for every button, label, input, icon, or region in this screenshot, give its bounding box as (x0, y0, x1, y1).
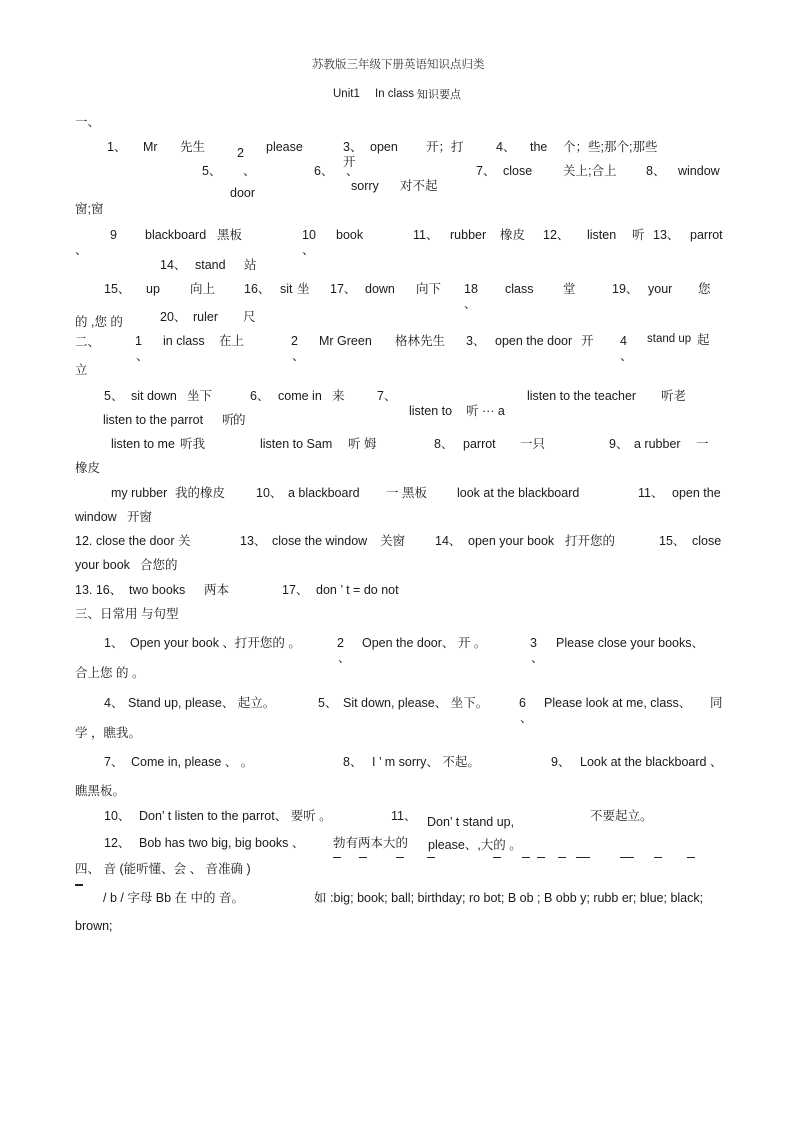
vocab-en: Mr (143, 140, 158, 154)
sentence-text: I ’ m sorry、 不起。 (372, 755, 480, 769)
phrase-id: 3、 (466, 334, 486, 348)
dash-mark (654, 857, 662, 858)
phrase-zh: 听 (222, 413, 235, 427)
phrase-id: 9、 (609, 437, 629, 451)
phrase-id: 10、 (256, 486, 283, 500)
sentence-text: Look at the blackboard 、 (580, 755, 723, 769)
sentence-id: 1、 (104, 636, 124, 650)
vocab-zh: 关上;合上 (563, 164, 617, 178)
phrase-en: close the door (96, 534, 175, 548)
sentence-text: Stand up, please、 起立。 (128, 696, 276, 710)
sentence-id: 3 (530, 636, 537, 650)
vocab-zh: 站 (244, 258, 257, 272)
phrase-mark: 、 (136, 349, 149, 363)
phrase-zh: 格林先生 (395, 334, 446, 348)
vocab-zh: 向下 (416, 282, 442, 296)
sentence-zh: 勃有两本大的 (333, 836, 409, 850)
sentence-text: Bob has two big, big books 、 (139, 836, 305, 850)
vocab-en: please (266, 140, 303, 154)
vocab-en: parrot (690, 228, 723, 242)
vocab-en: close (503, 164, 533, 178)
vocab-id: 2 (237, 146, 244, 160)
phrase-zh: 橡皮 (75, 461, 101, 475)
vocab-id: 17、 (330, 282, 357, 296)
sentence-cont: 合上您 的 。 (75, 666, 145, 680)
sentence-text: Please close your books、 (556, 636, 704, 650)
phrase-zh: 打开您的 (565, 534, 616, 548)
vocab-en: sit (280, 282, 293, 296)
phrase-mark: 、 (292, 349, 305, 363)
section4-heading: 四、 音 (能听懂、会 、 音准确 ) (75, 862, 251, 876)
phrase-zh: 听 ··· a (466, 404, 505, 418)
vocab-zh: 向上 (190, 282, 216, 296)
vocab-zh: 尺 (243, 310, 256, 324)
vocab-id: 15、 (104, 282, 131, 296)
vocab-id: 1、 (107, 140, 127, 154)
unit-name: Unit1 (333, 88, 360, 100)
vocab-en: book (336, 228, 364, 242)
document-title: 苏教版三年级下册英语知识点归类 (312, 59, 485, 71)
phrase-en: stand up (647, 333, 692, 345)
phrase-zh: 开窗 (127, 510, 153, 524)
vocab-zh: 您 (698, 282, 711, 296)
phrase-zh: 听我 (180, 437, 206, 451)
sentence-text: Please look at me, class、 (544, 696, 692, 710)
sentence-id: 6 (519, 696, 526, 710)
phrase-en: parrot (463, 437, 496, 451)
sentence-id: 11、 (391, 809, 417, 823)
vocab-zh: 听 (632, 228, 645, 242)
dash-mark (687, 857, 695, 858)
phrase-zh: 听老 (661, 389, 687, 403)
vocab-en: listen (587, 228, 617, 242)
sentence-mark: 、 (531, 651, 544, 665)
phrase-en: look at the blackboard (457, 486, 580, 500)
vocab-id: 6、 (314, 164, 334, 178)
sentence-text: Don’ t stand up, (427, 815, 515, 829)
vocab-en: up (146, 282, 160, 296)
phrase-en: open the door (495, 334, 573, 348)
phrase-en: Mr Green (319, 334, 372, 348)
phrase-en: listen to (409, 404, 453, 418)
vocab-zh: 个；些;那个;那些 (563, 140, 658, 154)
phrase-zh: 听 姆 (348, 437, 377, 451)
sentence-text: Don’ t listen to the parrot、 要听 。 (139, 809, 332, 823)
unit-topic: In class (375, 88, 414, 100)
vocab-id: 4、 (496, 140, 516, 154)
phrase-en: sit down (131, 389, 177, 403)
section1-heading: 一、 (75, 115, 101, 129)
phrase-en: my rubber (111, 486, 168, 500)
phrase-id: 6、 (250, 389, 270, 403)
phrase-id: 11、 (638, 486, 664, 500)
vocab-zh: 坐 (297, 282, 310, 296)
phrase-en: listen to the parrot (103, 413, 204, 427)
sentence-mark: 、 (338, 651, 351, 665)
phrase-zh: 来 (332, 389, 345, 403)
phrase-en: listen to the teacher (527, 389, 637, 403)
phrase-zh: 一 黑板 (386, 486, 427, 500)
sentence-id: 7、 (104, 755, 124, 769)
sentence-zh: 不要起立。 (590, 809, 653, 823)
vocab-zh: 的 ,您 的 (75, 315, 123, 329)
vocab-id: 20、 (160, 310, 187, 324)
vocab-zh: 、 (346, 164, 359, 178)
dash-mark (522, 857, 530, 858)
phrase-id: 5、 (104, 389, 124, 403)
vocab-en: your (648, 282, 673, 296)
vocab-id: 14、 (160, 258, 187, 272)
phrase-zh: 两本 (204, 583, 230, 597)
phrase-zh: 的 (233, 413, 246, 427)
phonics-line: / b / 字母 Bb 在 中的 音。 (103, 891, 244, 905)
phrase-id: 14、 (435, 534, 462, 548)
sentence-id: 2 (337, 636, 344, 650)
dash-mark (75, 884, 83, 886)
dash-mark (333, 857, 341, 858)
vocab-en: down (365, 282, 395, 296)
phrase-id: 13、 (240, 534, 267, 548)
phrase-mark: 、 (620, 349, 633, 363)
phrase-id: 12. (75, 534, 93, 548)
phrase-en: close (692, 534, 722, 548)
phrase-id: 7、 (377, 389, 397, 403)
dash-mark (537, 857, 545, 858)
dash-mark (493, 857, 501, 858)
sentence-id: 12、 (104, 836, 131, 850)
phrase-id: 2 (291, 334, 298, 348)
phrase-zh: 坐下 (187, 389, 213, 403)
section2-heading: 二、 (75, 335, 101, 349)
vocab-id: 8、 (646, 164, 666, 178)
dash-mark (620, 857, 634, 858)
phrase-en: two books (129, 583, 186, 597)
phrase-zh: 我的橡皮 (175, 486, 226, 500)
sentence-id: 5、 (318, 696, 338, 710)
dash-mark (359, 857, 367, 858)
unit-label: 知识要点 (417, 89, 461, 101)
phrase-en: don ’ t = do not (316, 583, 399, 597)
vocab-id: 9 (110, 228, 117, 242)
vocab-en: sorry (351, 179, 379, 193)
vocab-id: 13、 (653, 228, 680, 242)
sentence-text: Open the door、 开 。 (362, 636, 487, 650)
sentence-id: 4、 (104, 696, 124, 710)
phrase-id: 8、 (434, 437, 454, 451)
phonics-examples: 如 :big; book; ball; birthday; ro bot; B ob ; B obb y; rubb er; blue; black; (314, 891, 704, 905)
phrase-id: 13. 16、 (75, 583, 123, 597)
vocab-id: 18 (464, 282, 478, 296)
phrase-id: 1 (135, 334, 142, 348)
vocab-zh: 窗;窗 (75, 202, 104, 216)
vocab-en: window (678, 164, 720, 178)
sentence-zh: 同 (710, 696, 723, 710)
vocab-en: stand (195, 258, 226, 272)
vocab-id: 7、 (476, 164, 496, 178)
dash-mark (576, 857, 590, 858)
dash-mark (558, 857, 566, 858)
phrase-id: 4 (620, 334, 627, 348)
sentence-cont: 学 ，瞧我。 (75, 726, 141, 740)
vocab-zh: 对不起 (400, 179, 438, 193)
vocab-zh: 黑板 (217, 228, 243, 242)
sentence-cont: 瞧黑板。 (75, 784, 126, 798)
phrase-en: listen to me (111, 437, 175, 451)
vocab-id: 10 (302, 228, 316, 242)
vocab-id: 16、 (244, 282, 271, 296)
phrase-zh: 一 (696, 437, 709, 451)
vocab-id: 11、 (413, 228, 439, 242)
vocab-zh: 先生 (180, 140, 206, 154)
phrase-en: your book (75, 558, 130, 572)
phrase-zh: 关 (178, 534, 191, 548)
phrase-en: listen to Sam (260, 437, 333, 451)
sentence-id: 10、 (104, 809, 131, 823)
vocab-zh-extra: 开 (343, 155, 356, 169)
vocab-zh: 、 (243, 164, 256, 178)
sentence-text: Come in, please 、 。 (131, 755, 254, 769)
phrase-en: open your book (468, 534, 555, 548)
phonics-line2: brown; (75, 919, 113, 933)
vocab-zh: 橡皮 (500, 228, 526, 242)
phrase-en: a blackboard (288, 486, 360, 500)
sentence-id: 9、 (551, 755, 571, 769)
vocab-en: rubber (450, 228, 487, 242)
sentence-zh: please、,大的 。 (428, 838, 522, 852)
phrase-en: open the (672, 486, 721, 500)
vocab-id: 19、 (612, 282, 639, 296)
vocab-zh: 堂 (563, 282, 576, 296)
phrase-id: 15、 (659, 534, 686, 548)
sentence-text: Open your book 、打开您的 。 (130, 636, 301, 650)
phrase-zh: 立 (75, 363, 88, 377)
vocab-en: blackboard (145, 228, 207, 242)
vocab-id: 3、 (343, 140, 363, 154)
phrase-id: 17、 (282, 583, 309, 597)
phrase-zh: 在上 (219, 334, 245, 348)
phrase-zh: 关窗 (380, 534, 406, 548)
vocab-en: door (230, 186, 256, 200)
dash-mark (427, 857, 435, 858)
dash-mark (396, 857, 404, 858)
vocab-en: ruler (193, 310, 219, 324)
vocab-en: open (370, 140, 398, 154)
vocab-zh-extra: 、 (464, 297, 477, 311)
sentence-mark: 、 (520, 711, 533, 725)
vocab-zh: 开；打 (426, 140, 464, 154)
phrase-en: window (75, 510, 117, 524)
vocab-id: 5、 (202, 164, 222, 178)
vocab-en: the (530, 140, 548, 154)
phrase-zh: 一只 (520, 437, 546, 451)
vocab-zh: 、 (302, 243, 315, 257)
phrase-zh: 起 (697, 333, 710, 347)
phrase-zh: 开 (581, 334, 594, 348)
phrase-en: in class (163, 334, 205, 348)
phrase-en: close the window (272, 534, 368, 548)
sentence-id: 8、 (343, 755, 363, 769)
phrase-en: a rubber (634, 437, 681, 451)
vocab-en: class (505, 282, 534, 296)
phrase-en: come in (278, 389, 322, 403)
sentence-text: Sit down, please、 坐下。 (343, 696, 489, 710)
phrase-zh: 合您的 (140, 558, 178, 572)
section3-heading: 三、日常用 与句型 (75, 607, 179, 621)
vocab-zh: 、 (75, 243, 88, 257)
vocab-id: 12、 (543, 228, 570, 242)
